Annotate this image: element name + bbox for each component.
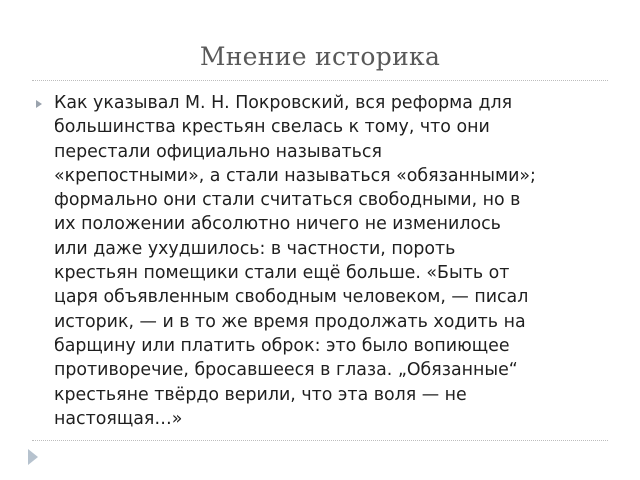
bullet-item [30, 91, 610, 431]
bullet-triangle-icon [36, 100, 42, 108]
footer-divider [32, 440, 608, 441]
bullet-text: Как указывал М. Н. Покровский, вся реформа для большинства крестьян свелась к тому, что они перестали официально называться «крепостными», а стали называться «обязанными»; формально они стали считаться свободными, но в их положении абсолютно ничего не изменилось или даже ухудшилось: в частности, пороть крестьян помещики стали ещё больше. «Быть от царя объявленным свободным человеком, — писал историк, — и в то же время продолжать ходить на барщину или платить оброк: это было вопиющее противоречие, бросавшееся в глаза. „Обязанные“ крестьяне твёрдо верили, что эта воля — не настоящая…» [54, 93, 536, 429]
nav-triangle-icon[interactable] [28, 449, 38, 465]
slide-title: Мнение историка [199, 42, 441, 71]
slide-content [30, 91, 610, 431]
title-divider [32, 80, 608, 81]
